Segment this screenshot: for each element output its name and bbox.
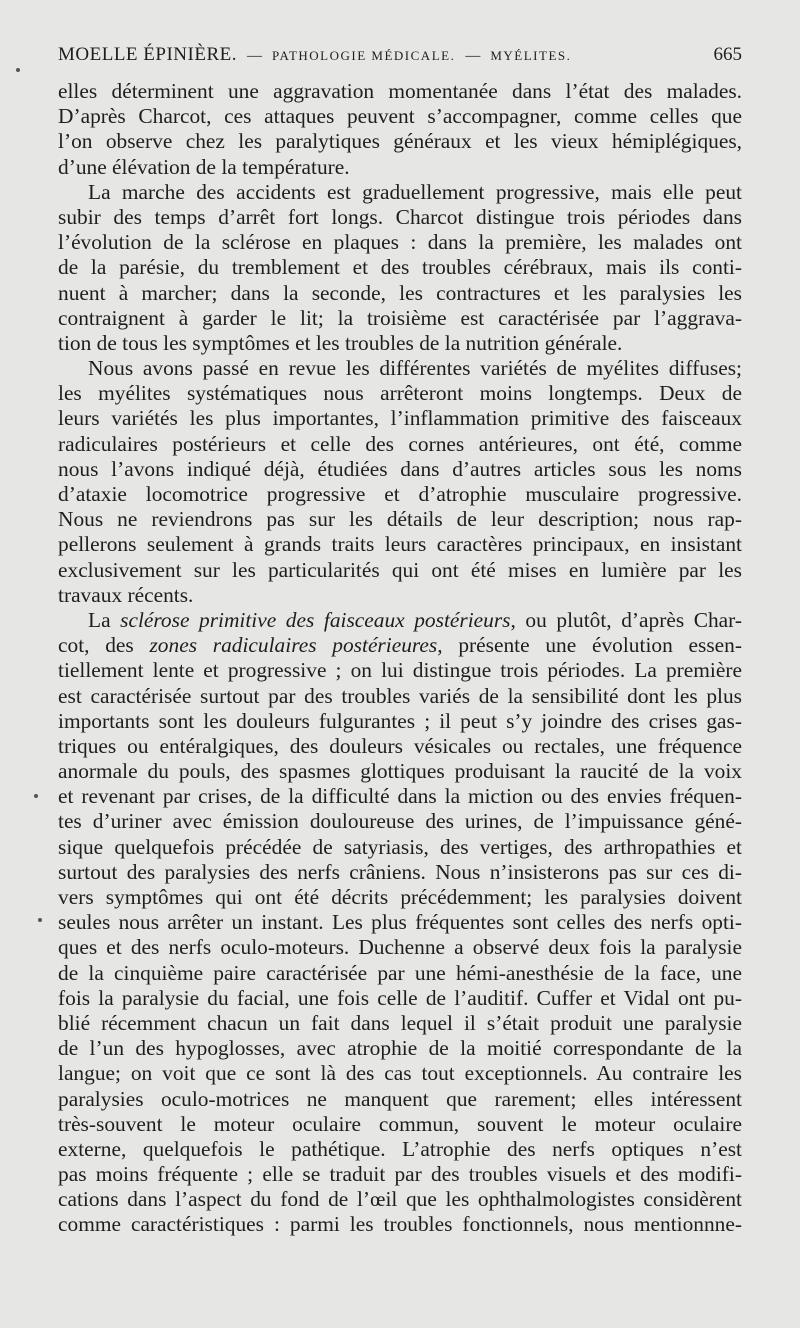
text-line: leurs variétés les plus importantes, l’inflammation primitive des faisceaux	[58, 406, 742, 431]
text-line: elles déterminent une aggravation momentanée dans l’état des malades.	[58, 79, 742, 103]
text-run: La	[88, 607, 121, 632]
text-line: vers symptômes qui ont été décrits précédemment; les paralysies doivent	[58, 885, 742, 909]
margin-speck	[16, 68, 20, 72]
text-line: langue; on voit que ce sont là des cas tout exceptionnels. Au contraire les	[58, 1061, 742, 1086]
margin-speck	[34, 794, 38, 798]
text-line: La marche des accidents est graduellement progressive, mais elle peut	[88, 179, 742, 204]
text-line: d’ataxie locomotrice progressive et d’atrophie musculaire progressive.	[58, 482, 742, 506]
page-header	[58, 44, 742, 74]
text-line: subir des temps d’arrêt fort longs. Charcot distingue trois périodes dans	[58, 204, 742, 229]
text-line: anormale du pouls, des spasmes glottiques produisant la raucité de la voix	[58, 759, 742, 784]
text-line: seules nous arrêter un instant. Les plus fréquentes sont celles des nerfs opti-	[58, 910, 742, 935]
text-line: externe, quelquefois le pathétique. L’atrophie des nerfs optiques n’est	[58, 1136, 742, 1161]
text-line: exclusivement sur les particularités qui ont été mises en lumière par les	[58, 557, 742, 582]
text-line: de la cinquième paire caractérisée par une hémi-anesthésie de la face, une	[58, 960, 742, 985]
text-line: Nous ne reviendrons pas sur les détails de leur description; nous rap-	[58, 507, 742, 532]
text-line: D’après Charcot, ces attaques peuvent s’accompagner, comme celles que	[58, 104, 742, 129]
text-line: surtout des paralysies des nerfs crâniens. Nous n’insisterons pas sur ces di-	[58, 859, 742, 884]
italic-term: zones radiculaires postérieures	[149, 633, 438, 658]
text-line: importants sont les douleurs fulgurantes ; il peut s’y joindre des crises gas-	[58, 708, 742, 733]
text-line: fois la paralysie du facial, une fois celle de l’auditif. Cuffer et Vidal ont pu-	[58, 985, 742, 1010]
text-line: Nous avons passé en revue les différentes variétés de myélites diffuses;	[88, 356, 742, 381]
text-line: pas moins fréquente ; elle se traduit par des troubles visuels et des modifi-	[58, 1162, 742, 1187]
running-head	[58, 44, 571, 66]
text-line: travaux récents.	[58, 582, 194, 607]
text-line: très-souvent le moteur oculaire commun, souvent le moteur oculaire	[58, 1111, 742, 1136]
italic-term: sclérose primitive des faisceaux postérieurs	[120, 607, 511, 632]
text-line: cations dans l’aspect du fond de l’œil que les ophthalmologistes considèrent	[58, 1187, 742, 1212]
text-line: l’on observe chez les paralytiques généraux et les vieux hémiplégiques,	[58, 129, 742, 154]
text-line: paralysies oculo-motrices ne manquent que rarement; elles intéressent	[58, 1086, 742, 1111]
text-line: pellerons seulement à grands traits leurs caractères principaux, en insistant	[58, 532, 742, 557]
text-run: cot, des	[58, 633, 150, 658]
page-number: 665	[713, 44, 742, 65]
running-head-dash: —	[246, 48, 262, 64]
text-line: radiculaires postérieurs et celle des cornes antérieures, ont été, comme	[58, 431, 742, 456]
text-line	[58, 633, 742, 658]
running-head-section: PATHOLOGIE MÉDICALE.	[271, 48, 456, 63]
text-line: tion de tous les symptômes et les troubles de la nutrition générale.	[58, 330, 623, 355]
margin-speck	[38, 918, 42, 922]
text-line: est caractérisée surtout par des troubles variés de la sensibilité dont les plus	[58, 683, 742, 708]
text-line: contraignent à garder le lit; la troisième est caractérisée par l’aggrava-	[58, 305, 742, 330]
text-line	[58, 608, 742, 633]
text-run: , présente une évolution essen-	[437, 633, 742, 658]
text-line: triques ou entéralgiques, des douleurs vésicales ou rectales, une fréquence	[58, 733, 742, 758]
text-line: blié récemment chacun un fait dans lequel il s’était produit une paralysie	[58, 1010, 742, 1035]
text-line: d’une élévation de la température.	[58, 154, 350, 179]
text-line: tes d’uriner avec émission douloureuse des urines, de l’impuissance géné-	[58, 809, 742, 834]
text-line: de l’un des hypoglosses, avec atrophie de la moitié correspondante de la	[58, 1036, 742, 1061]
text-line: comme caractéristiques : parmi les troubles fonctionnels, nous mentionnne-	[58, 1212, 742, 1237]
text-line: l’évolution de la sclérose en plaques : dans la première, les malades ont	[58, 230, 742, 255]
running-head-title: MOELLE ÉPINIÈRE.	[58, 44, 237, 65]
text-line: nous l’avons indiqué déjà, étudiées dans d’autres articles sous les noms	[58, 456, 742, 481]
text-line: tiellement lente et progressive ; on lui distingue trois périodes. La première	[58, 658, 742, 683]
text-line: et revenant par crises, de la difficulté dans la miction ou des envies fréquen-	[58, 784, 742, 809]
text-line: de la parésie, du tremblement et des troubles cérébraux, mais ils conti-	[58, 255, 742, 280]
text-line: sique quelquefois précédée de satyriasis, des vertiges, des arthropathies et	[58, 834, 742, 859]
running-head-topic: MYÉLITES.	[490, 48, 572, 63]
text-line: nuent à marcher; dans la seconde, les contractures et les paralysies les	[58, 280, 742, 305]
text-run: , ou plutôt, d’après Char-	[510, 607, 742, 632]
running-head-dash: —	[465, 48, 481, 64]
text-line: ques et des nerfs oculo-moteurs. Duchenne a observé deux fois la paralysie	[58, 935, 742, 960]
body-text	[58, 79, 742, 1238]
text-line: les myélites systématiques nous arrêteront moins longtemps. Deux de	[58, 381, 742, 406]
